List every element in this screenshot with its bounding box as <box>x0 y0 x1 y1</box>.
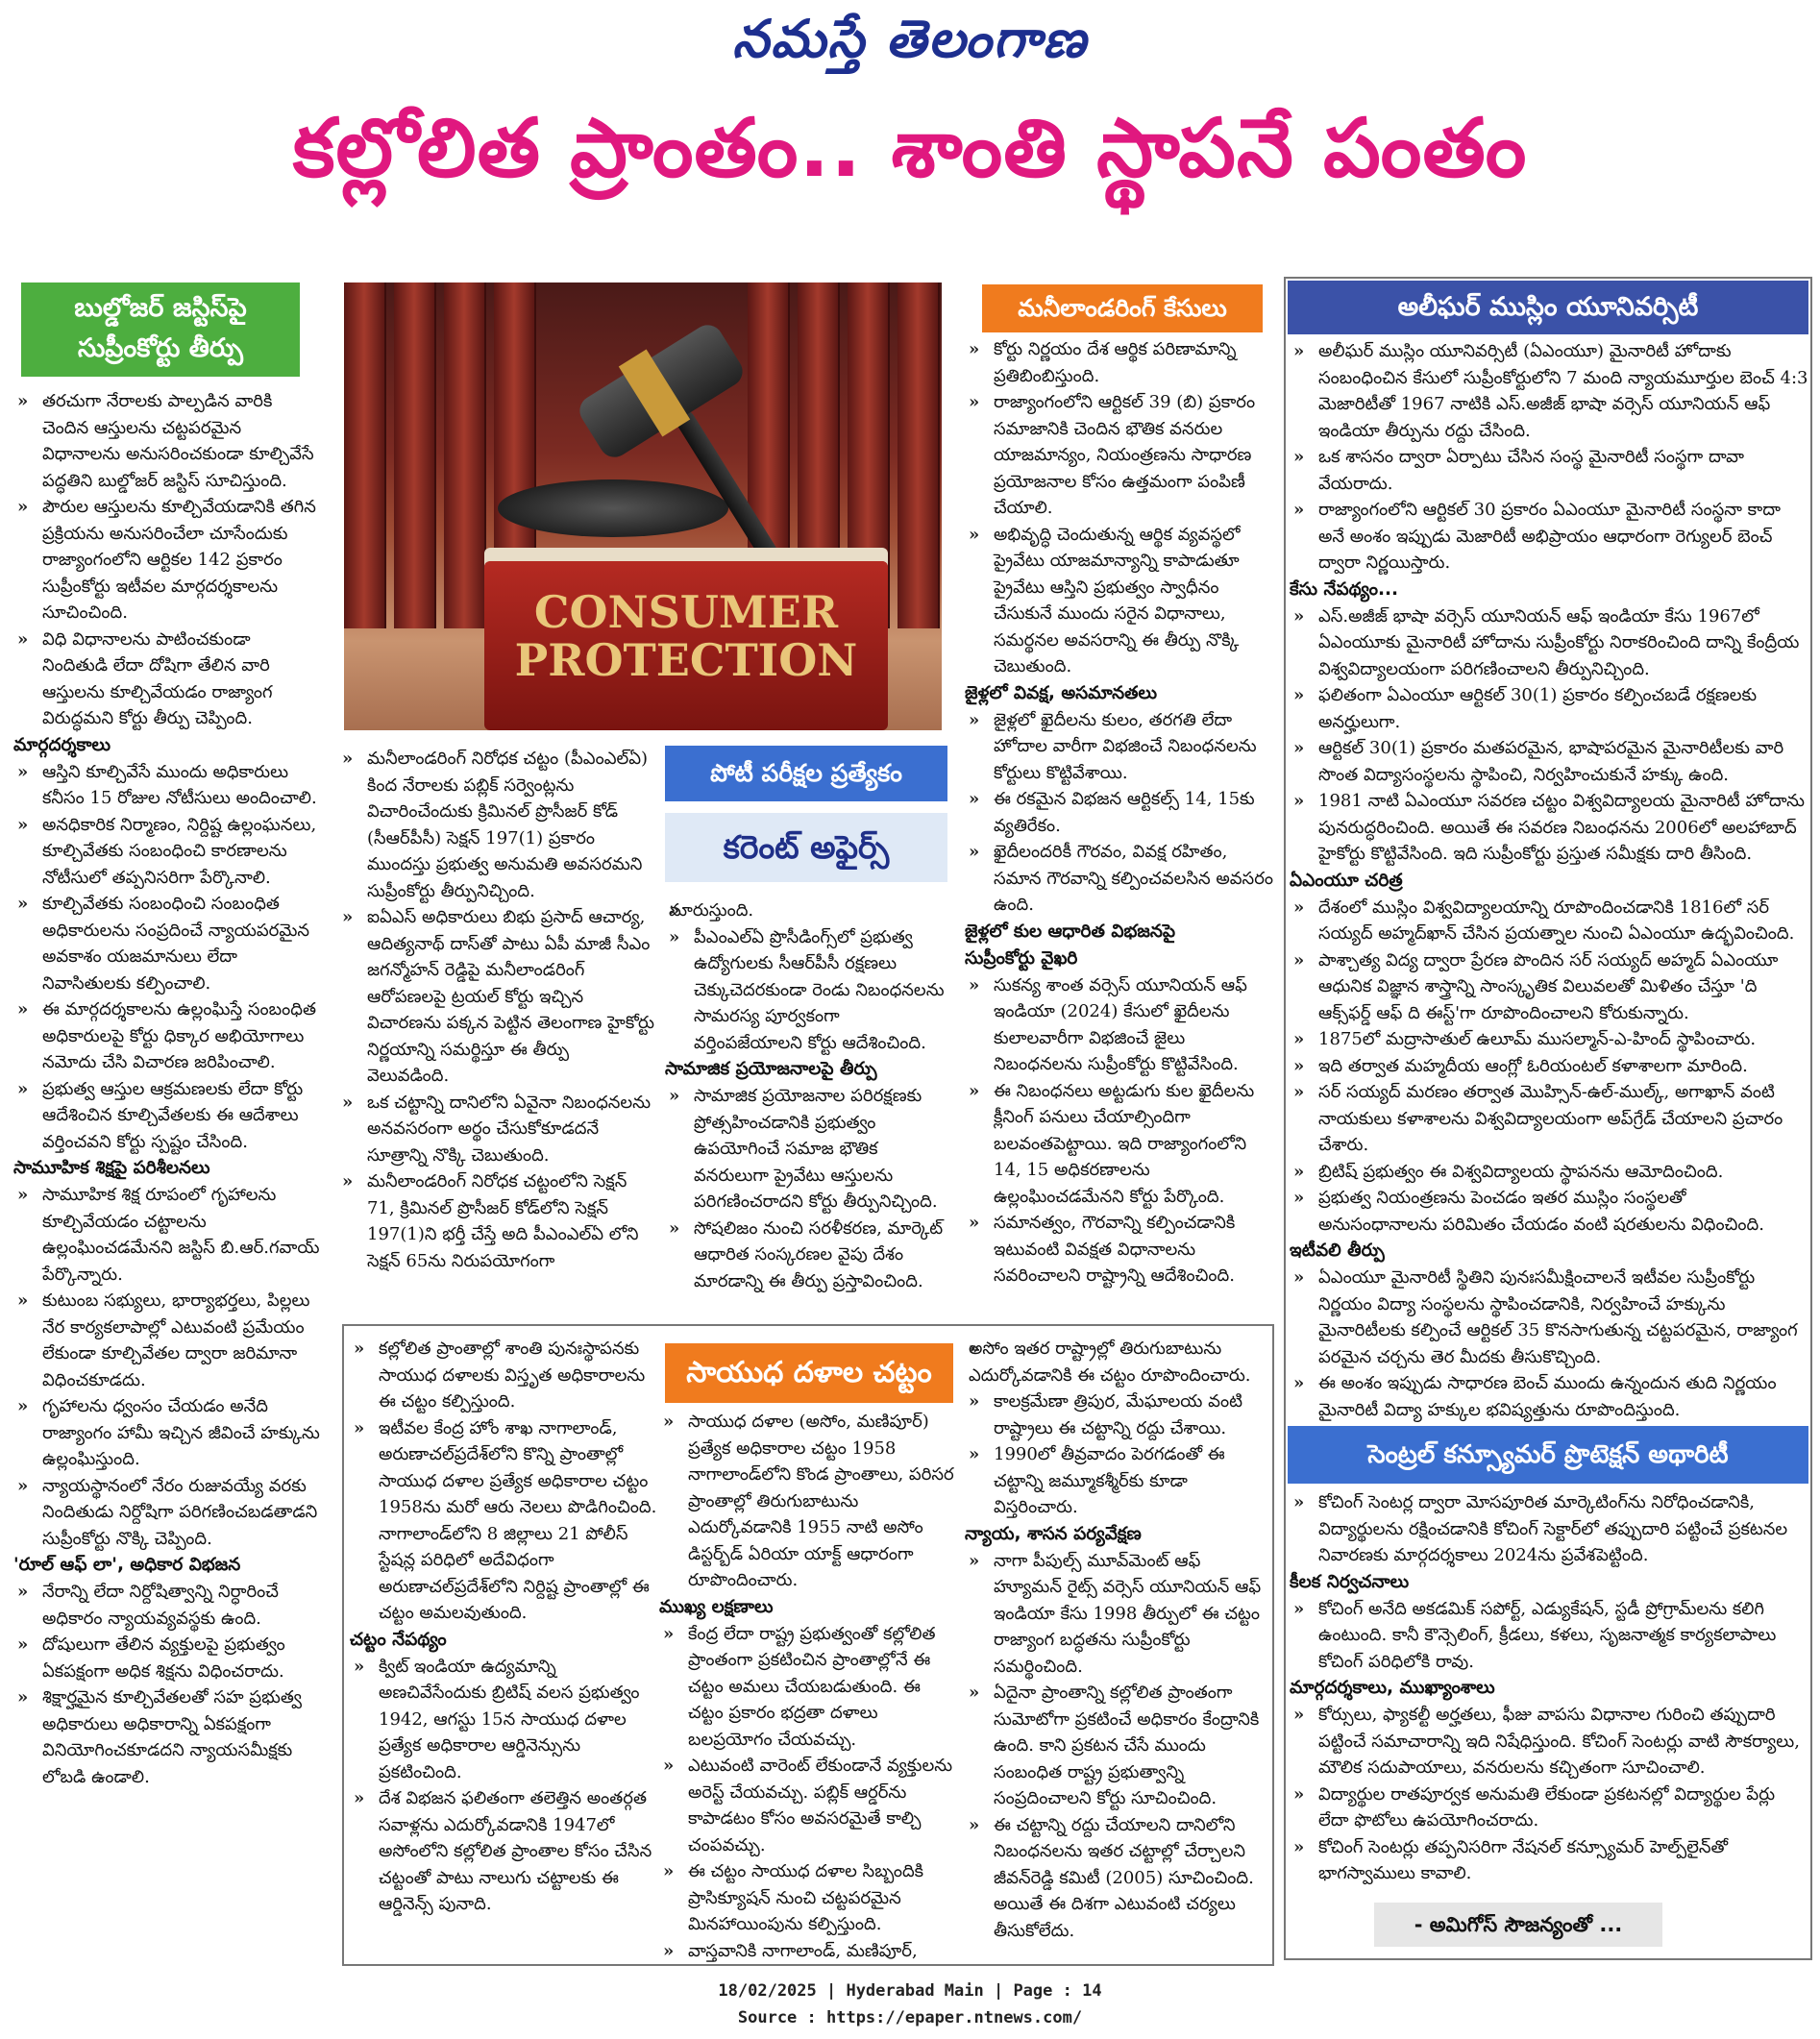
list-item: » తరచుగా నేరాలకు పాల్పడిన వారికి చెందిన ఆస్తులను చట్టపరమైన విధానాలను అనుసరించకుండా కూల్చివేసే పద్ధతిని బుల్డోజర్ జస్టిస్ సూచిస్తుంది. <box>13 388 321 494</box>
list-item: » 1981 నాటి ఏఎంయూ సవరణ చట్టం విశ్వవిద్యాలయ మైనారిటీ హోదాను పునరుద్ధరించింది. అయితే ఈ సవరణ నిబంధనను 2006లో అలహాబాద్ హైకోర్టు కొట్టివేసింది. ఇది సుప్రీంకోర్టు ప్రస్తుత సమీక్షకు దారి తీసింది. <box>1290 788 1808 868</box>
list-item: » ఇది తర్వాత మహ్మదీయ ఆంగ్లో ఓరియంటల్ కళాశాలగా మారింది. <box>1290 1053 1808 1080</box>
section-title-line: సుప్రీంకోర్టు తీర్పు <box>78 333 243 363</box>
list-item: » పాశ్చాత్య విద్య ద్వారా ప్రేరణ పొందిన సర్ సయ్యద్ అహ్మద్ ఏఎంయూ ఆధునిక విజ్ఞాన శాస్త్రాన్ని సాంస్కృతిక విలువలతో మిళితం చేస్తూ 'ది ఆక్స్‌ఫర్డ్ ఆఫ్ ది ఈస్ట్'గా రూపొందించాలని కోరుకున్నారు. <box>1290 947 1808 1027</box>
list-item: » రాజ్యాంగంలోని ఆర్టికల్ 39 (బి) ప్రకారం సమాజానికి చెందిన భౌతిక వనరుల యాజమాన్యం, నియంత్రణను సాధారణ ప్రయోజనాల కోసం ఉత్తమంగా పంపిణీ చేయాలి. <box>965 389 1274 522</box>
column-pmla <box>338 746 655 1303</box>
list-item: » ఆర్టికల్ 30(1) ప్రకారం మతపరమైన, భాషాపరమైన మైనారిటీలకు వారి సొంత విద్యాసంస్థలను స్థాపించి, నిర్వహించుకునే హక్కు ఉంది. <box>1290 735 1808 788</box>
list-item: » ఈ అంశం ఇప్పుడు సాధారణ బెంచ్ ముందు ఉన్నందున తుది నిర్ణయం మైనారిటీ విద్యా హక్కుల భవిష్యత్తును రూపొందిస్తుంది. <box>1290 1370 1808 1423</box>
list-item: » కుటుంబ సభ్యులు, భార్యాభర్తలు, పిల్లలు నేర కార్యకలాపాల్లో ఎటువంటి ప్రమేయం లేకుండా కూల్చివేతల ద్వారా జరిమానా విధించకూడదు. <box>13 1288 321 1393</box>
list-item: » గృహాలను ధ్వంసం చేయడం అనేది రాజ్యాంగం హామీ ఇచ్చిన జీవించే హక్కును ఉల్లంఘిస్తుంది. <box>13 1393 321 1473</box>
subheading: సామూహిక శిక్షపై పరిశీలనలు <box>13 1158 210 1178</box>
subheading: చట్టం నేపథ్యం <box>350 1629 447 1650</box>
list-item: » దేశ విభజన ఫలితంగా తలెత్తిన అంతర్గత సవాళ్లను ఎదుర్కోవడానికి 1947లో అసోంలోని కల్లోలిత ప్రాంతాల కోసం చేసిన చట్టంతో పాటు నాలుగు చట్టాలకు ఈ ఆర్డినెన్స్ పునాది. <box>350 1785 661 1918</box>
list-item: » ఎస్.అజీజ్ భాషా వర్సెస్ యూనియన్ ఆఫ్ ఇండియా కేసు 1967లో ఏఎంయూకు మైనారిటీ హోదాను సుప్రీంకోర్టు నిరాకరించింది దాన్ని కేంద్రీయ విశ్వవిద్యాలయంగా పరిగణించాలని తీర్పునిచ్చింది. <box>1290 603 1808 683</box>
book-spine-image <box>444 283 486 628</box>
list-item: » ఐఏఎస్ అధికారులు బిభు ప్రసాద్ ఆచార్య, ఆదిత్యనాథ్ దాస్‌తో పాటు ఏపీ మాజీ సీఎం జగన్మోహన్ రెడ్డిపై మనీలాండరింగ్ ఆరోపణలపై ట్రయల్ కోర్టు ఇచ్చిన విచారణను పక్కన పెట్టిన తెలంగాణ హైకోర్టు నిర్ణయాన్ని సమర్థిస్తూ ఈ తీర్పు వెలువడింది. <box>338 904 655 1090</box>
list-item: » దోషులుగా తేలిన వ్యక్తులపై ప్రభుత్వం ఏకపక్షంగా అధిక శిక్షను విధించరాదు. <box>13 1632 321 1684</box>
list-item: » కల్లోలిత ప్రాంతాల్లో శాంతి పునఃస్థాపనకు సాయుధ దళాలకు విస్తృత అధికారాలను ఈ చట్టం కల్పిస్తుంది. <box>350 1336 661 1415</box>
subheading: కేసు నేపథ్యం... <box>1290 578 1399 600</box>
list-item: » పౌరుల ఆస్తులను కూల్చివేయడానికి తగిన ప్రక్రియను అనుసరించేలా చూసేందుకు రాజ్యాంగంలోని ఆర్టికల 142 ప్రకారం సుప్రీంకోర్టు ఇటీవల మార్గదర్శకాలను సూచించింది. <box>13 494 321 626</box>
list-item: » ఏదైనా ప్రాంతాన్ని కల్లోలిత ప్రాంతంగా సుమోటోగా ప్రకటించే అధికారం కేంద్రానికి ఉంది. కాని ప్రకటన చేసే ముందు సంబంధిత రాష్ట్ర ప్రభుత్వాన్ని సంప్రదించాలని కోర్టు సూచించింది. <box>965 1680 1270 1812</box>
list-item: » నాగా పీపుల్స్ మూవ్‌మెంట్ ఆఫ్ హ్యూమన్ రైట్స్ వర్సెస్ యూనియన్ ఆఫ్ ఇండియా కేసు 1998 తీర్పులో ఈ చట్టం రాజ్యాంగ బద్ధతను సుప్రీంకోర్టు సమర్థించింది. <box>965 1548 1270 1681</box>
column-amu <box>1290 338 1808 1418</box>
list-item: » ఈ మార్గదర్శకాలను ఉల్లంఘిస్తే సంబంధిత అధికారులపై కోర్టు ధిక్కార అభియోగాలు నమోదు చేసి విచారణ జరిపించాలి. <box>13 996 321 1076</box>
list-item: » శిక్షార్హమైన కూల్చివేతలతో సహ ప్రభుత్వ అధికారులు అధికారాన్ని ఏకపక్షంగా వినియోగించకూడదని న్యాయసమీక్షకు లోబడి ఉండాలి. <box>13 1684 321 1790</box>
list-item: » కోచింగ్ అనేది అకడమిక్ సపోర్ట్, ఎడ్యుకేషన్, స్టడీ ప్రోగ్రామ్‌లను కలిగి ఉంటుంది. కానీ కౌన్సెలింగ్, క్రీడలు, కళలు, సృజనాత్మక కార్యకలాపాలు కోచింగ్ పరిధిలోకి రావు. <box>1290 1596 1808 1676</box>
list-item: » ప్రభుత్వ ఆస్తుల ఆక్రమణలకు లేదా కోర్టు ఆదేశించిన కూల్చివేతలకు ఈ ఆదేశాలు వర్తించవని కోర్టు స్పష్టం చేసింది. <box>13 1076 321 1156</box>
list-item: » సాయుధ దళాల (అసోం, మణిపూర్) ప్రత్యేక అధికారాల చట్టం 1958 నాగాలాండ్‌లోని కొండ ప్రాంతాలు, పరిసర ప్రాంతాల్లో తిరుగుబాటును ఎదుర్కోవడానికి 1955 నాటి అసోం డిస్టర్బ్‌డ్ ఏరియా యాక్ట్ ఆధారంగా రూపొందించారు. <box>659 1409 959 1594</box>
section-title-bulldozer <box>21 283 300 377</box>
list-item: » అనధికారిక నిర్మాణం, నిర్దిష్ట ఉల్లంఘనలు, కూల్చివేతకు సంబంధించి కారణాలను నోటీసులో తప్పనిసరిగా పేర్కొనాలి. <box>13 812 321 892</box>
list-item: » కాలక్రమేణా త్రిపుర, మేఘాలయ వంటి రాష్ట్రాలు ఈ చట్టాన్ని రద్దు చేశాయి. <box>965 1388 1270 1441</box>
list-item: » ఫలితంగా ఏఎంయూ ఆర్టికల్ 30(1) ప్రకారం కల్పించబడే రక్షణలకు అనర్హులుగా. <box>1290 682 1808 735</box>
list-item: » కూల్చివేతకు సంబంధించి సంబంధిత అధికారులను సంప్రదించే న్యాయపరమైన అవకాశం యజమానులు లేదా నివాసితులకు కల్పించాలి. <box>13 891 321 996</box>
list-item: » కోచింగ్ సెంటర్ల ద్వారా మోసపూరిత మార్కెటింగ్‌ను నిరోధించడానికి, విద్యార్థులను రక్షించడానికి కోచింగ్ సెక్టార్‌లో తప్పుదారి పట్టించే ప్రకటనల నివారణకు మార్గదర్శకాలు 2024ను ప్రవేశపెట్టింది. <box>1290 1489 1808 1569</box>
section-title-line: బుల్డోజర్ జస్టిస్‌పై <box>74 293 247 323</box>
list-item: » ఎటువంటి వారెంట్ లేకుండానే వ్యక్తులను అరెస్ట్ చేయవచ్చు. పబ్లిక్ ఆర్డర్‌ను కాపాడటం కోసం అవసరమైతే కాల్చి చంపవచ్చు. <box>659 1753 959 1858</box>
list-item: » ఒక శాసనం ద్వారా ఏర్పాటు చేసిన సంస్థ మైనారిటీ సంస్థగా దావా వేయరాదు. <box>1290 444 1808 497</box>
list-item: » ప్రభుత్వ నియంత్రణను పెంచడం ఇతర ముస్లిం సంస్థలతో అనుసంధానాలను పరిమితం చేయడం వంటి షరతులను విధించింది. <box>1290 1185 1808 1238</box>
list-item: » విధి విధానాలను పాటించకుండా నిందితుడి లేదా దోషిగా తేలిన వారి ఆస్తులను కూల్చివేయడం రాజ్యాంగ విరుద్ధమని కోర్టు తీర్పు చెప్పింది. <box>13 626 321 732</box>
book-spine-image <box>344 283 386 628</box>
section-title-armed-forces: సాయుధ దళాల చట్టం <box>665 1343 953 1403</box>
book-spine-image <box>898 283 940 628</box>
list-item: » ఒక చట్టాన్ని దానిలోని ఏవైనా నిబంధనలను అనవసరంగా అర్థం చేసుకోకూడదనే సూత్రాన్ని నొక్కి చెబుతుంది. <box>338 1090 655 1169</box>
list-item: » కోర్టు నిర్ణయం దేశ ఆర్థిక పరిణామాన్ని ప్రతిబింబిస్తుంది. <box>965 336 1274 389</box>
list-item: » రాజ్యాంగంలోని ఆర్టికల్ 30 ప్రకారం ఏఎంయూ మైనారిటీ సంస్థనా కాదా అనే అంశం ఇప్పుడు మెజారిటీ అభిప్రాయం ఆధారంగా రెగ్యులర్ బెంచ్ ద్వారా నిర్ణయిస్తారు. <box>1290 497 1808 577</box>
list-item: » సోషలిజం నుంచి సరళీకరణ, మార్కెట్ ఆధారిత సంస్కరణల వైపు దేశం మారడాన్ని ఈ తీర్పు ప్రస్తావించింది. <box>665 1216 953 1295</box>
paragraph-continuation: » మారుస్తుంది. <box>665 897 953 924</box>
subheading: సామాజిక ప్రయోజనాలపై తీర్పు <box>665 1059 877 1079</box>
section-title-money-laundering: మనీలాండరింగ్ కేసులు <box>982 284 1263 332</box>
list-item: » ఏఎంయూ మైనారిటీ స్థితిని పునఃసమీక్షించాలనే ఇటీవల సుప్రీంకోర్టు నిర్ణయం విద్యా సంస్థలను స్థాపించడానికి, నిర్వహించే హక్కును మైనారిటీలకు కల్పించే ఆర్టికల్ 35 కొనసాగుతున్న చట్టపరమైన, రాజ్యాంగ పరమైన చర్చను తెర మీదకు తీసుకొచ్చింది. <box>1290 1265 1808 1370</box>
list-item: » అభివృద్ధి చెందుతున్న ఆర్థిక వ్యవస్థలో ప్రైవేటు యాజమాన్యాన్ని కాపాడుతూ ప్రైవేటు ఆస్తిని ప్రభుత్వం స్వాధీనం చేసుకునే ముందు సరైన విధానాలు, సమర్థనల అవసరాన్ని ఈ తీర్పు నొక్కి చెబుతుంది. <box>965 522 1274 680</box>
list-item: » 1990లో తీవ్రవాదం పెరగడంతో ఈ చట్టాన్ని జమ్మూకశ్మీర్‌కు కూడా విస్తరించారు. <box>965 1441 1270 1521</box>
subheading: 'రూల్ ఆఫ్ లా', అధికార విభజన <box>13 1555 241 1575</box>
list-item: » ఈ చట్టాన్ని రద్దు చేయాలని దానిలోని నిబంధనలను ఇతర చట్టాల్లో చేర్చాలని జీవన్‌రెడ్డి కమిటీ (2005) సూచించింది. అయితే ఈ దిశగా ఎటువంటి చర్యలు తీసుకోలేదు. <box>965 1812 1270 1945</box>
gavel-base-image <box>498 479 728 537</box>
list-item: » సామూహిక శిక్ష రూపంలో గృహాలను కూల్చివేయడం చట్టాలను ఉల్లంఘించడమేనని జస్టిస్ బి.ఆర్.గవాయ్ పేర్కొన్నారు. <box>13 1182 321 1288</box>
column-ccpa <box>1290 1489 1808 1893</box>
list-item: » కోర్సులు, ఫ్యాకల్టీ అర్హతలు, ఫీజు వాపసు విధానాల గురించి తప్పుదారి పట్టించే సమాచారాన్ని ఇది నిషేధిస్తుంది. కోచింగ్ సెంటర్లు వాటి సౌకర్యాలు, మౌలిక సదుపాయాలు, వనరులను కచ్చితంగా సూచించాలి. <box>1290 1702 1808 1781</box>
list-item: » విద్యార్థుల రాతపూర్వక అనుమతి లేకుండా ప్రకటనల్లో విద్యార్థుల పేర్లు లేదా ఫొటోలు ఉపయోగించరాదు. <box>1290 1781 1808 1834</box>
column-bulldozer <box>13 388 321 1945</box>
list-item: » జైళ్లలో ఖైదీలను కులం, తరగతి లేదా హోదాల వారీగా విభజించే నిబంధనలను కోర్టులు కొట్టివేశాయి. <box>965 707 1274 787</box>
column-armed-left <box>350 1336 661 1958</box>
list-item: » మనీలాండరింగ్ నిరోధక చట్టం (పీఎంఎల్ఏ) కింద నేరాలకు పబ్లిక్ సర్వెంట్లను విచారించేందుకు క్రిమినల్ ప్రొసీజర్ కోడ్ (సీఆర్‌పీసీ) సెక్షన్ 197(1) ప్రకారం ముందస్తు ప్రభుత్వ అనుమతి అవసరమని సుప్రీంకోర్టు తీర్పునిచ్చింది. <box>338 746 655 904</box>
list-item: » సుకన్య శాంత వర్సెస్ యూనియన్ ఆఫ్ ఇండియా (2024) కేసులో ఖైదీలను కులాలవారీగా విభజించే జైలు నిబంధనలను సుప్రీంకోర్టు కొట్టివేసింది. <box>965 972 1274 1078</box>
list-item: » కోచింగ్ సెంటర్లు తప్పనిసరిగా నేషనల్ కన్స్యూమర్ హెల్ప్‌లైన్‌తో భాగస్వాములు కావాలి. <box>1290 1834 1808 1887</box>
column-armed-right <box>965 1336 1270 1958</box>
current-affairs-tag: కరెంట్ అఫైర్స్ <box>665 813 947 882</box>
list-item: » అలీఘర్ ముస్లిం యూనివర్సిటీ (ఏఎంయూ) మైనారిటీ హోదాకు సంబంధించిన కేసులో సుప్రీంకోర్టులోని 7 మంది న్యాయమూర్తుల బెంచ్ 4:3 మెజారిటీతో 1967 నాటికి ఎస్.అజీజ్ భాషా వర్సెస్ యూనియన్ ఆఫ్ ఇండియా తీర్పును రద్దు చేసింది. <box>1290 338 1808 444</box>
list-item: » క్విట్ ఇండియా ఉద్యమాన్ని అణచివేసేందుకు బ్రిటిష్ వలస ప్రభుత్వం 1942, ఆగస్టు 15న సాయుధ దళాల ప్రత్యేక అధికారాల ఆర్డినెన్సును ప్రకటించింది. <box>350 1654 661 1786</box>
page-headline: కల్లోలిత ప్రాంతం.. శాంతి స్థాపనే పంతం <box>292 101 1528 195</box>
column-armed-middle <box>659 1409 959 1961</box>
list-item: » మనీలాండరింగ్ నిరోధక చట్టంలోని సెక్షన్ 71, క్రిమినల్ ప్రొసీజర్ కోడ్‌లోని సెక్షన్ 197(1)ని భర్తీ చేస్తే అది పీఎంఎల్ఏ లోని సెక్షన్ 65ను నిరుపయోగంగా <box>338 1168 655 1274</box>
list-item: » ఈ రకమైన విభజన ఆర్టికల్స్ 14, 15కు వ్యతిరేకం. <box>965 786 1274 839</box>
book-cover-text: CONSUMER PROTECTION <box>514 586 858 686</box>
column-money-laundering <box>965 336 1274 1307</box>
masthead-logo: నమస్తే తెలంగాణ <box>732 8 1088 69</box>
list-item: » సర్ సయ్యద్ మరణం తర్వాత మొహ్సిన్-ఉల్-ముల్క్, అగాఖాన్ వంటి నాయకులు కళాశాలను విశ్వవిద్యాలయంగా అప్‌గ్రేడ్ చేయాలని ప్రచారం చేశారు. <box>1290 1079 1808 1159</box>
list-item: » న్యాయస్థానంలో నేరం రుజువయ్యే వరకు నిందితుడు నిర్దోషిగా పరిగణించబడతాడని సుప్రీంకోర్టు నొక్కి చెప్పింది. <box>13 1473 321 1553</box>
section-title-amu: అలీఘర్ ముస్లిం యూనివర్సిటీ <box>1288 281 1808 334</box>
paragraph-continuation: » అసోం ఇతర రాష్ట్రాల్లో తిరుగుబాటును ఎదుర్కోవడానికి ఈ చట్టం రూపొందించారు. <box>965 1336 1270 1388</box>
list-item: » నేరాన్ని లేదా నిర్దోషిత్వాన్ని నిర్ధారించే అధికారం న్యాయవ్యవస్థకు ఉంది. <box>13 1579 321 1632</box>
list-item: » ఇటీవల కేంద్ర హోం శాఖ నాగాలాండ్, అరుణాచల్‌ప్రదేశ్‌లోని కొన్ని ప్రాంతాల్లో సాయుధ దళాల ప్రత్యేక అధికారాల చట్టం 1958ను మరో ఆరు నెలలు పొడిగించింది. నాగాలాండ్‌లోని 8 జిల్లాలు 21 పోలీస్ స్టేషన్ల పరిధిలో అదేవిధంగా అరుణాచల్‌ప్రదేశ్‌లోని నిర్దిష్ట ప్రాంతాల్లో ఈ చట్టం అమలవుతుంది. <box>350 1415 661 1627</box>
list-item: » వాస్తవానికి నాగాలాండ్, మణిపూర్, <box>659 1938 959 1965</box>
consumer-protection-photo <box>344 283 942 730</box>
list-item: » సామాజిక ప్రయోజనాల పరిరక్షణకు ప్రోత్సహించడానికి ప్రభుత్వం ఉపయోగించే సమాజ భౌతిక వనరులుగా ప్రైవేటు ఆస్తులను పరిగణించరాదని కోర్టు తీర్పునిచ్చింది. <box>665 1083 953 1216</box>
subheading: మార్గదర్శకాలు <box>13 734 111 755</box>
list-item: » ఈ చట్టం సాయుధ దళాల సిబ్బందికి ప్రాసిక్యూషన్ నుంచి చట్టపరమైన మినహాయింపును కల్పిస్తుంది. <box>659 1858 959 1938</box>
subheading: న్యాయ, శాసన పర్యవేక్షణ <box>965 1523 1142 1544</box>
list-item: » దేశంలో ముస్లిం విశ్వవిద్యాలయాన్ని రూపొందించడానికి 1816లో సర్ సయ్యద్ అహ్మద్‌ఖాన్ చేసిన ప్రయత్నాల నుంచి ఏఎంయూ ఉద్భవించింది. <box>1290 895 1808 947</box>
subheading: ముఖ్య లక్షణాలు <box>659 1596 774 1617</box>
list-item: » కేంద్ర లేదా రాష్ట్ర ప్రభుత్వంతో కల్లోలిత ప్రాంతంగా ప్రకటించిన ప్రాంతాల్లోనే ఈ చట్టం అమలు చేయబడుతుంది. ఈ చట్టం ప్రకారం భద్రతా దళాలు బలప్రయోగం చేయవచ్చు. <box>659 1621 959 1754</box>
subheading: ఏఎంయూ చరిత్ర <box>1290 870 1403 891</box>
list-item: » ఖైదీలందరికీ గౌరవం, వివక్ష రహితం, సమాన గౌరవాన్ని కల్పించవలసిన అవసరం ఉంది. <box>965 839 1274 919</box>
section-title-ccpa: సెంట్రల్ కన్స్యూమర్ ప్రొటెక్షన్ అథారిటీ <box>1288 1426 1808 1484</box>
subheading: సుప్రీంకోర్టు వైఖరి <box>965 947 1078 969</box>
column-current-affairs <box>665 897 953 1301</box>
subheading: ఇటీవలి తీర్పు <box>1290 1241 1385 1261</box>
subheading: మార్గదర్శకాలు, ముఖ్యాంశాలు <box>1290 1678 1495 1698</box>
list-item: » బ్రిటిష్ ప్రభుత్వం ఈ విశ్వవిద్యాలయ స్థాపనను ఆమోదించింది. <box>1290 1159 1808 1186</box>
subheading: జైళ్లలో కుల ఆధారిత విభజనపై <box>965 921 1176 942</box>
list-item: » ఈ నిబంధనలు అట్టడుగు కుల ఖైదీలను క్లీనింగ్ పనులు చేయాల్సిందిగా బలవంతపెట్టాయి. ఇది రాజ్యాంగంలోని 14, 15 అధికరణాలను ఉల్లంఘించడమేనని కోర్టు పేర్కొంది. <box>965 1078 1274 1211</box>
author-credit: - అమిగోస్ సౌజన్యంతో ... <box>1374 1903 1662 1947</box>
book-spine-image <box>394 283 436 628</box>
page-footer-date: 18/02/2025 | Hyderabad Main | Page : 14 <box>718 1981 1102 2001</box>
subheading: జైళ్లలో వివక్ష, అసమానతలు <box>965 682 1157 703</box>
list-item: » సమానత్వం, గౌరవాన్ని కల్పించడానికి ఇటువంటి వివక్షత విధానాలను సవరించాలని రాష్ట్రాన్ని ఆదేశించింది. <box>965 1210 1274 1290</box>
list-item: » 1875లో మద్రాసాతుల్ ఉలూమ్ ముసల్మాన్-ఎ-హింద్ స్థాపించారు. <box>1290 1026 1808 1053</box>
list-item: » పీఎంఎల్ఏ ప్రొసీడింగ్స్‌లో ప్రభుత్వ ఉద్యోగులకు సీఆర్‌పీసీ రక్షణలు చెక్కుచెదరకుండా రెండు నిబంధనలను సామరస్య పూర్వకంగా వర్తింపజేయాలని కోర్టు ఆదేశించింది. <box>665 924 953 1057</box>
list-item: » ఆస్తిని కూల్చివేసే ముందు అధికారులు కనీసం 15 రోజుల నోటీసులు అందించాలి. <box>13 759 321 812</box>
competitive-exams-tag: పోటీ పరీక్షల ప్రత్యేకం <box>665 746 947 801</box>
page-footer-source: Source : https://epaper.ntnews.com/ <box>737 2008 1083 2027</box>
subheading: కీలక నిర్వచనాలు <box>1290 1571 1410 1592</box>
